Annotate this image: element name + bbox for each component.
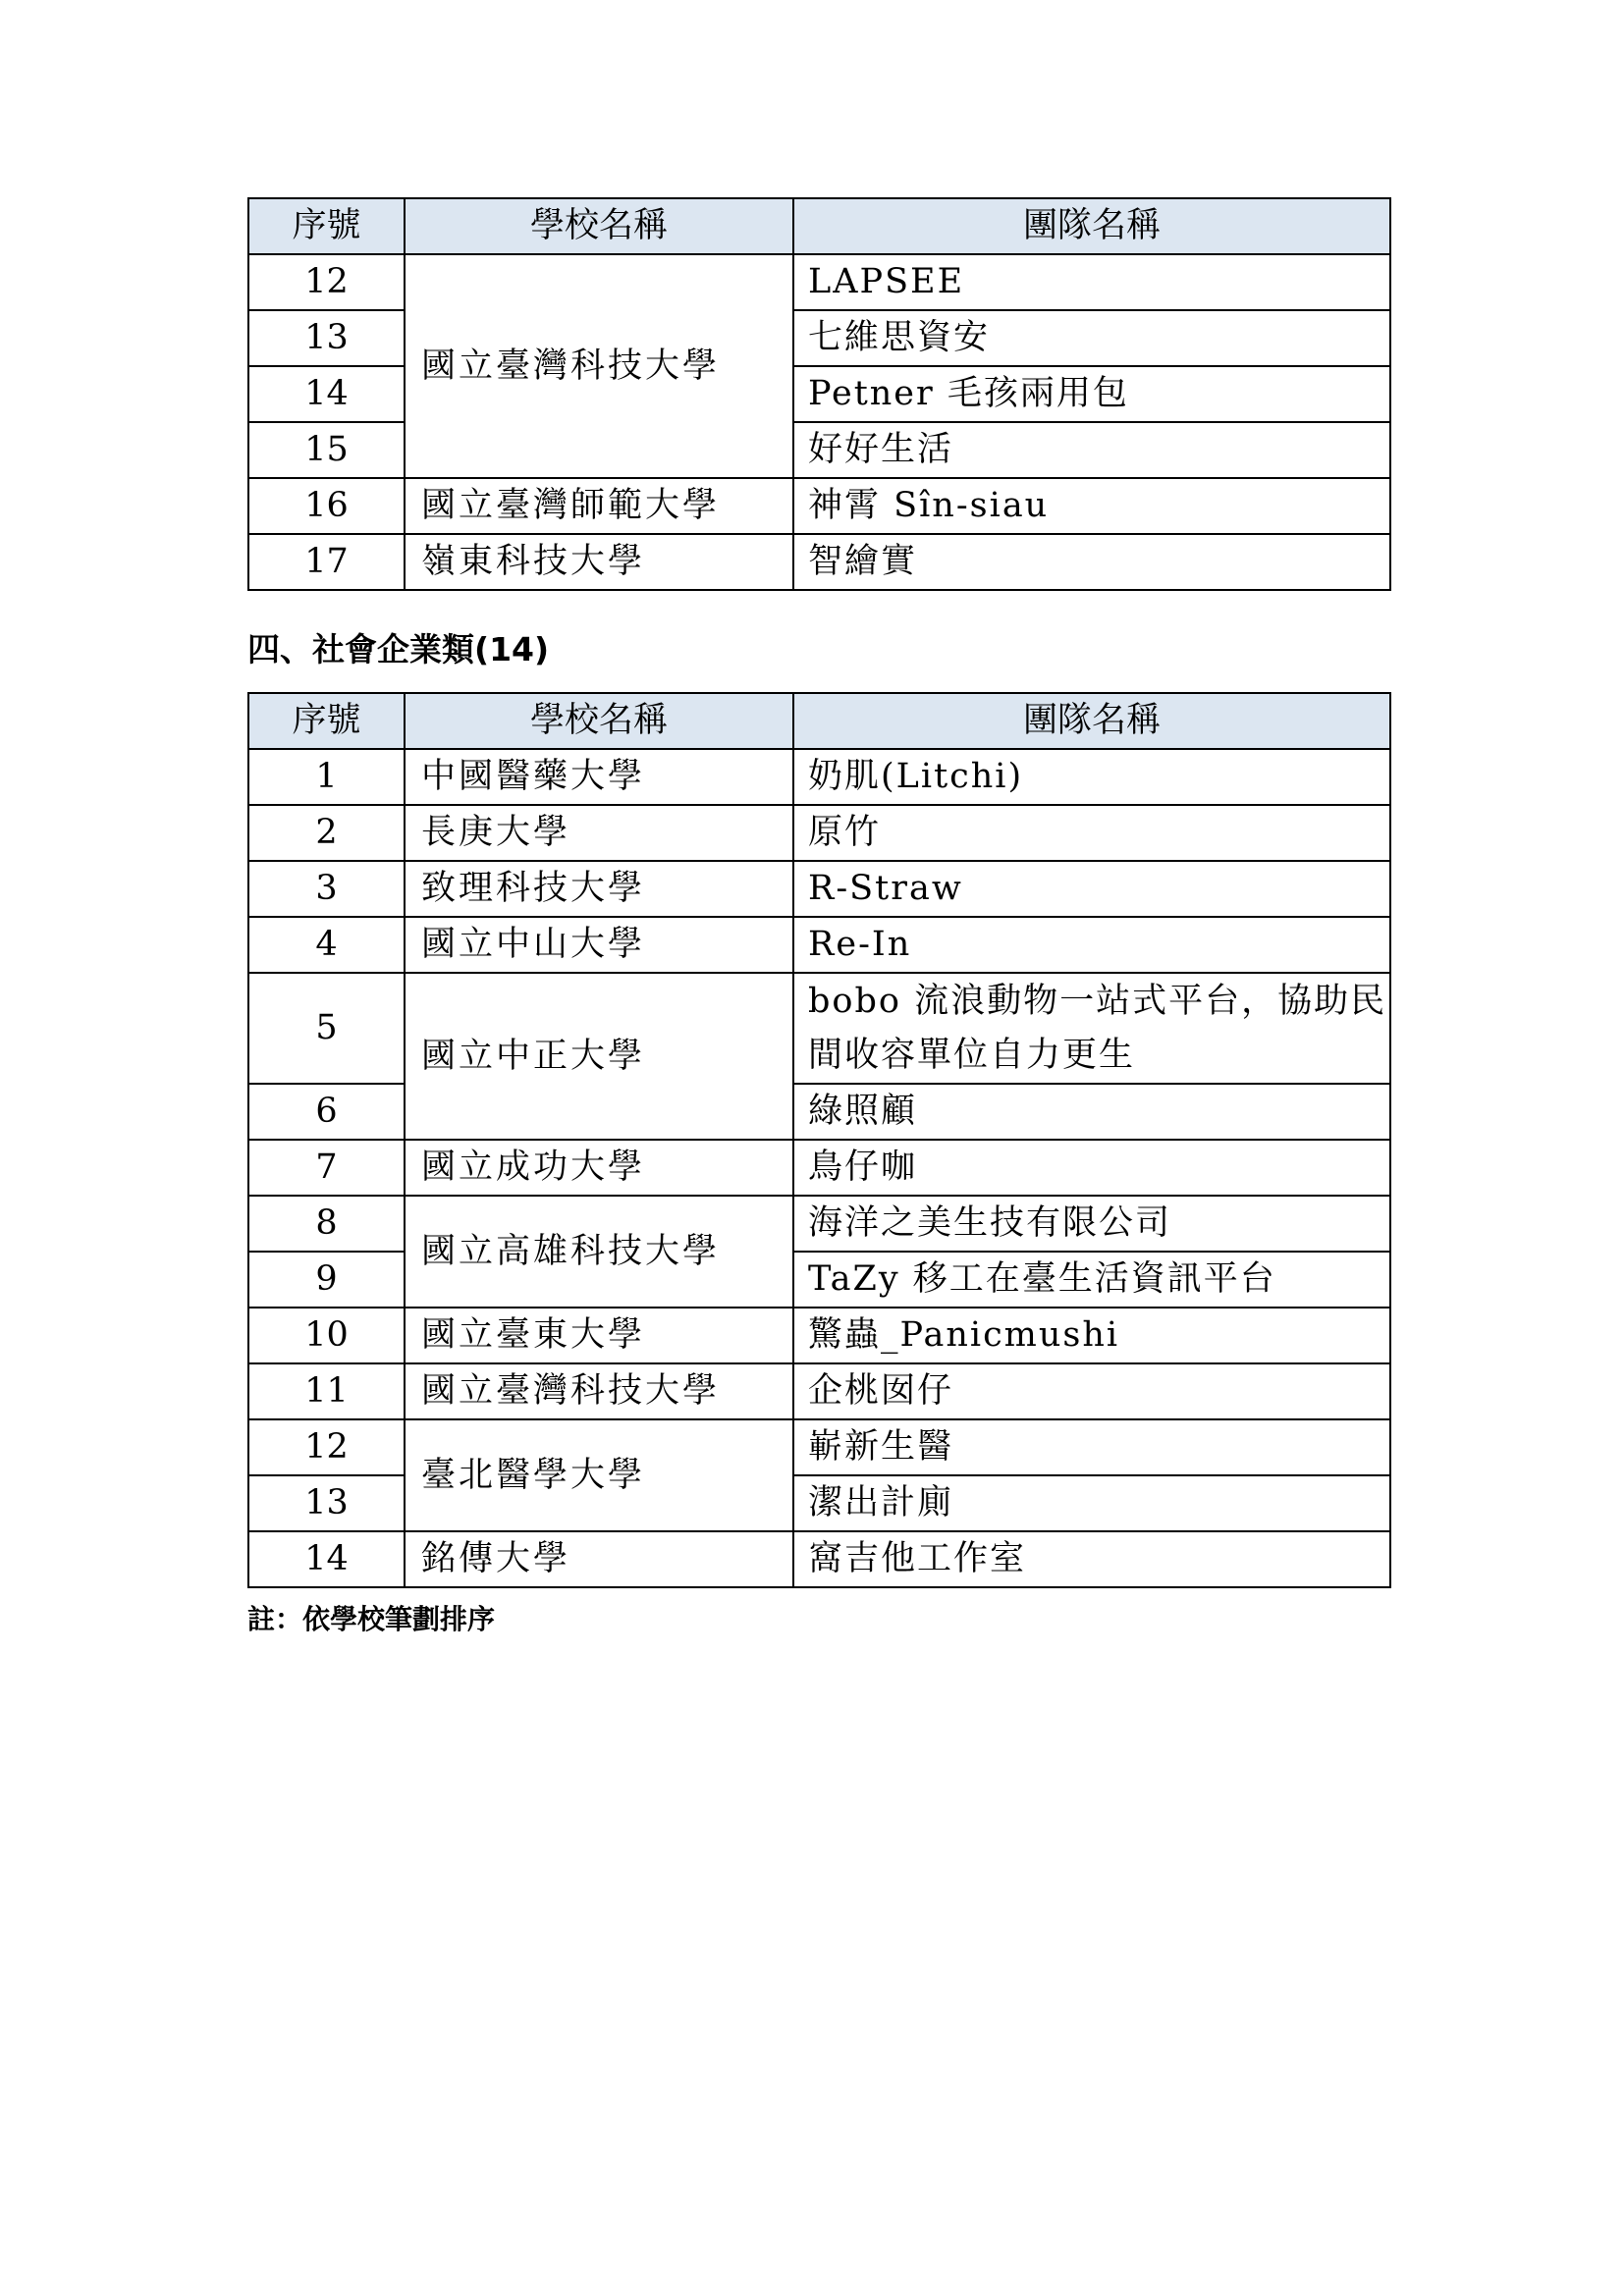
social-enterprise-table bbox=[247, 692, 1391, 1588]
school-cell: 國立臺灣科技大學 bbox=[405, 1363, 793, 1419]
team-cell: 奶肌(Litchi) bbox=[793, 749, 1390, 805]
section-heading: 四、社會企業類(14) bbox=[247, 630, 550, 668]
serial-cell: 17 bbox=[248, 534, 405, 590]
serial-cell: 6 bbox=[248, 1084, 405, 1140]
serial-cell: 13 bbox=[248, 1475, 405, 1531]
table-row bbox=[248, 534, 1390, 590]
team-cell: 窩吉他工作室 bbox=[793, 1531, 1390, 1587]
team-cell: Re-In bbox=[793, 917, 1390, 973]
table-header-row bbox=[248, 198, 1390, 254]
team-cell: 驚蟲_Panicmushi bbox=[793, 1308, 1390, 1363]
team-cell: 七維思資安 bbox=[793, 310, 1390, 366]
team-cell: Petner 毛孩兩用包 bbox=[793, 366, 1390, 422]
serial-cell: 9 bbox=[248, 1252, 405, 1308]
team-cell: bobo 流浪動物一站式平台，協助民間收容單位自力更生 bbox=[793, 973, 1390, 1084]
table-row bbox=[248, 861, 1390, 917]
team-cell: 好好生活 bbox=[793, 422, 1390, 478]
table-row bbox=[248, 1419, 1390, 1475]
school-cell: 銘傳大學 bbox=[405, 1531, 793, 1587]
serial-cell: 16 bbox=[248, 478, 405, 534]
footnote: 註：依學校筆劃排序 bbox=[247, 1603, 496, 1635]
school-cell: 國立成功大學 bbox=[405, 1140, 793, 1196]
header-team: 團隊名稱 bbox=[793, 693, 1390, 749]
table-row bbox=[248, 1308, 1390, 1363]
school-cell: 中國醫藥大學 bbox=[405, 749, 793, 805]
school-cell: 國立中山大學 bbox=[405, 917, 793, 973]
serial-cell: 3 bbox=[248, 861, 405, 917]
school-cell: 長庚大學 bbox=[405, 805, 793, 861]
serial-cell: 4 bbox=[248, 917, 405, 973]
school-cell: 國立臺東大學 bbox=[405, 1308, 793, 1363]
table-header-row bbox=[248, 693, 1390, 749]
team-cell: 企桃囡仔 bbox=[793, 1363, 1390, 1419]
team-cell: LAPSEE bbox=[793, 254, 1390, 310]
table-row bbox=[248, 478, 1390, 534]
school-cell: 國立高雄科技大學 bbox=[405, 1196, 793, 1308]
table-row bbox=[248, 1531, 1390, 1587]
serial-cell: 2 bbox=[248, 805, 405, 861]
serial-cell: 12 bbox=[248, 1419, 405, 1475]
team-cell: 海洋之美生技有限公司 bbox=[793, 1196, 1390, 1252]
team-cell: 智繪實 bbox=[793, 534, 1390, 590]
table-row bbox=[248, 254, 1390, 310]
school-cell: 國立臺灣師範大學 bbox=[405, 478, 793, 534]
header-serial: 序號 bbox=[248, 693, 405, 749]
serial-cell: 12 bbox=[248, 254, 405, 310]
serial-cell: 8 bbox=[248, 1196, 405, 1252]
school-cell: 國立臺灣科技大學 bbox=[405, 254, 793, 478]
header-school: 學校名稱 bbox=[405, 198, 793, 254]
team-table-continued bbox=[247, 197, 1391, 591]
serial-cell: 1 bbox=[248, 749, 405, 805]
table-row bbox=[248, 805, 1390, 861]
serial-cell: 13 bbox=[248, 310, 405, 366]
team-cell: 神霄 Sîn-siau bbox=[793, 478, 1390, 534]
school-cell: 國立中正大學 bbox=[405, 973, 793, 1140]
team-cell: 原竹 bbox=[793, 805, 1390, 861]
table-row bbox=[248, 973, 1390, 1084]
serial-cell: 14 bbox=[248, 366, 405, 422]
table-row bbox=[248, 749, 1390, 805]
table-row bbox=[248, 1140, 1390, 1196]
table-row bbox=[248, 917, 1390, 973]
serial-cell: 5 bbox=[248, 973, 405, 1084]
team-cell: R-Straw bbox=[793, 861, 1390, 917]
school-cell: 臺北醫學大學 bbox=[405, 1419, 793, 1531]
team-cell: 綠照顧 bbox=[793, 1084, 1390, 1140]
serial-cell: 14 bbox=[248, 1531, 405, 1587]
serial-cell: 10 bbox=[248, 1308, 405, 1363]
team-cell: 潔出計廁 bbox=[793, 1475, 1390, 1531]
serial-cell: 15 bbox=[248, 422, 405, 478]
team-cell: 嶄新生醫 bbox=[793, 1419, 1390, 1475]
serial-cell: 11 bbox=[248, 1363, 405, 1419]
school-cell: 致理科技大學 bbox=[405, 861, 793, 917]
table-row bbox=[248, 1363, 1390, 1419]
header-team: 團隊名稱 bbox=[793, 198, 1390, 254]
header-serial: 序號 bbox=[248, 198, 405, 254]
table-row bbox=[248, 1196, 1390, 1252]
serial-cell: 7 bbox=[248, 1140, 405, 1196]
header-school: 學校名稱 bbox=[405, 693, 793, 749]
school-cell: 嶺東科技大學 bbox=[405, 534, 793, 590]
team-cell: TaZy 移工在臺生活資訊平台 bbox=[793, 1252, 1390, 1308]
team-cell: 鳥仔咖 bbox=[793, 1140, 1390, 1196]
